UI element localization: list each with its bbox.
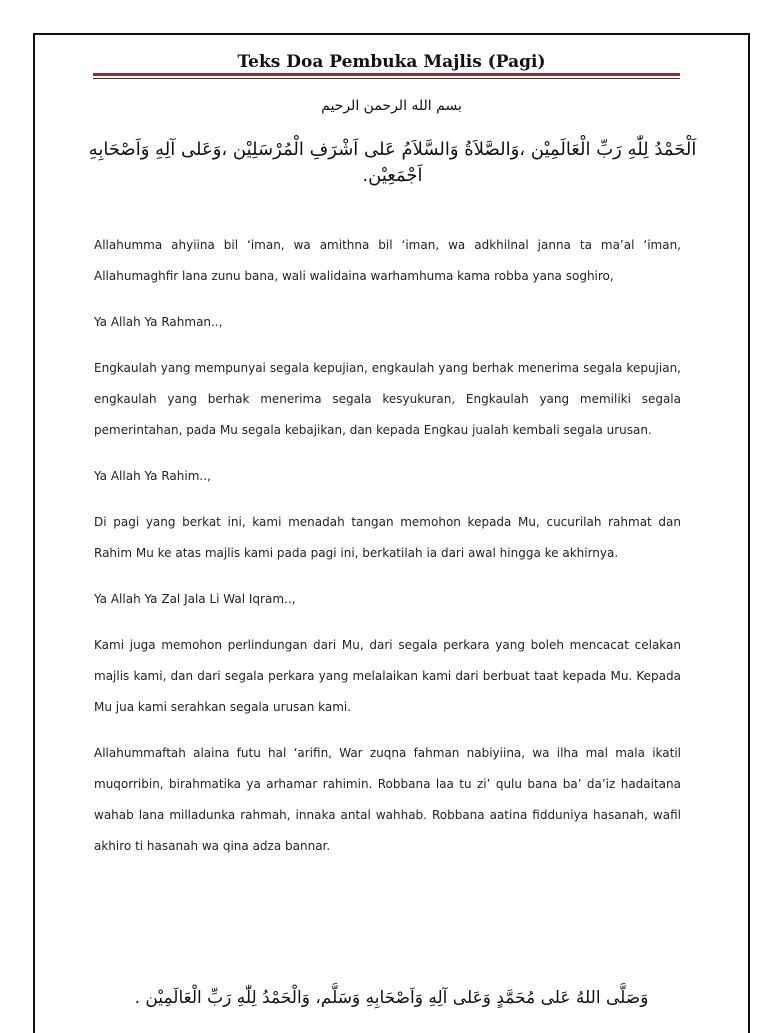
paragraph: Engkaulah yang mempunyai segala kepujian, engkaulah yang berhak menerima segala kepujian, engkaulah yang berhak menerima segala kesyukuran, Engkaulah yang memiliki segala pemerintahan, pada Mu segala kebajikan, dan kepada Engkau jualah kembali segala urusan.: [94, 361, 681, 437]
paragraph: Ya Allah Ya Rahman..,: [94, 315, 223, 329]
paragraph: Allahumma ahyiina bil ‘iman, wa amithna bil ‘iman, wa adkhilnal janna ta ma’al ‘iman, Allahumaghfir lana zunu bana, wali walidaina warhamhuma kama robba yana soghiro,: [94, 238, 681, 283]
prayer-body: [94, 230, 681, 877]
title-divider-thin: [93, 78, 680, 79]
paragraph: Kami juga memohon perlindungan dari Mu, dari segala perkara yang boleh mencacat celakan majlis kami, dan dari segala perkara yang melalaikan kami dari berbuat taat kepada Mu. Kepada Mu jua kami serahkan segala urusan kami.: [94, 638, 681, 714]
document-title: Teks Doa Pembuka Majlis (Pagi): [237, 52, 546, 72]
opening-praise-arabic: اَلْحَمْدُ لِلّٰهِ رَبِّ الْعَالَمِيْن ،وَالصَّلاَةُ وَالسَّلاَمُ عَلى اَشْرَفِ الْمُرْسَلِيْن ،وَعَلى آلِهِ وَاَصْحَابِهِ اَجْمَعِيْن.: [88, 139, 697, 186]
title-divider-thick: [93, 73, 680, 76]
closing-salawat-arabic: وَصَلَّى اللهُ عَلى مُحَمَّدٍ وَعَلى آلِهِ وَاَصْحَابِهِ وَسَلَّم، وَالْحَمْدُ لِلّٰهِ رَبِّ الْعَالَمِيْن .: [134, 988, 649, 1008]
paragraph: Ya Allah Ya Rahim..,: [94, 469, 211, 483]
bismillah-text: بسم الله الرحمن الرحيم: [321, 98, 462, 114]
paragraph: Allahummaftah alaina futu hal ‘arifin, War zuqna fahman nabiyiina, wa ilha mal mala ikatil muqorribin, birahmatika ya arhamar rahimin. Robbana laa tu zi’ qulu bana ba’ da’iz hadaitana wahab lana milladunka rahmah, innaka antal wahhab. Robbana aatina fidduniya hasanah, wafil akhiro ti hasanah wa qina adza bannar.: [94, 746, 681, 853]
paragraph: Di pagi yang berkat ini, kami menadah tangan memohon kepada Mu, cucurilah rahmat dan Rahim Mu ke atas majlis kami pada pagi ini, berkatilah ia dari awal hingga ke akhirnya.: [94, 515, 681, 560]
document-page: [33, 33, 750, 1033]
paragraph: Ya Allah Ya Zal Jala Li Wal Iqram..,: [94, 592, 296, 606]
